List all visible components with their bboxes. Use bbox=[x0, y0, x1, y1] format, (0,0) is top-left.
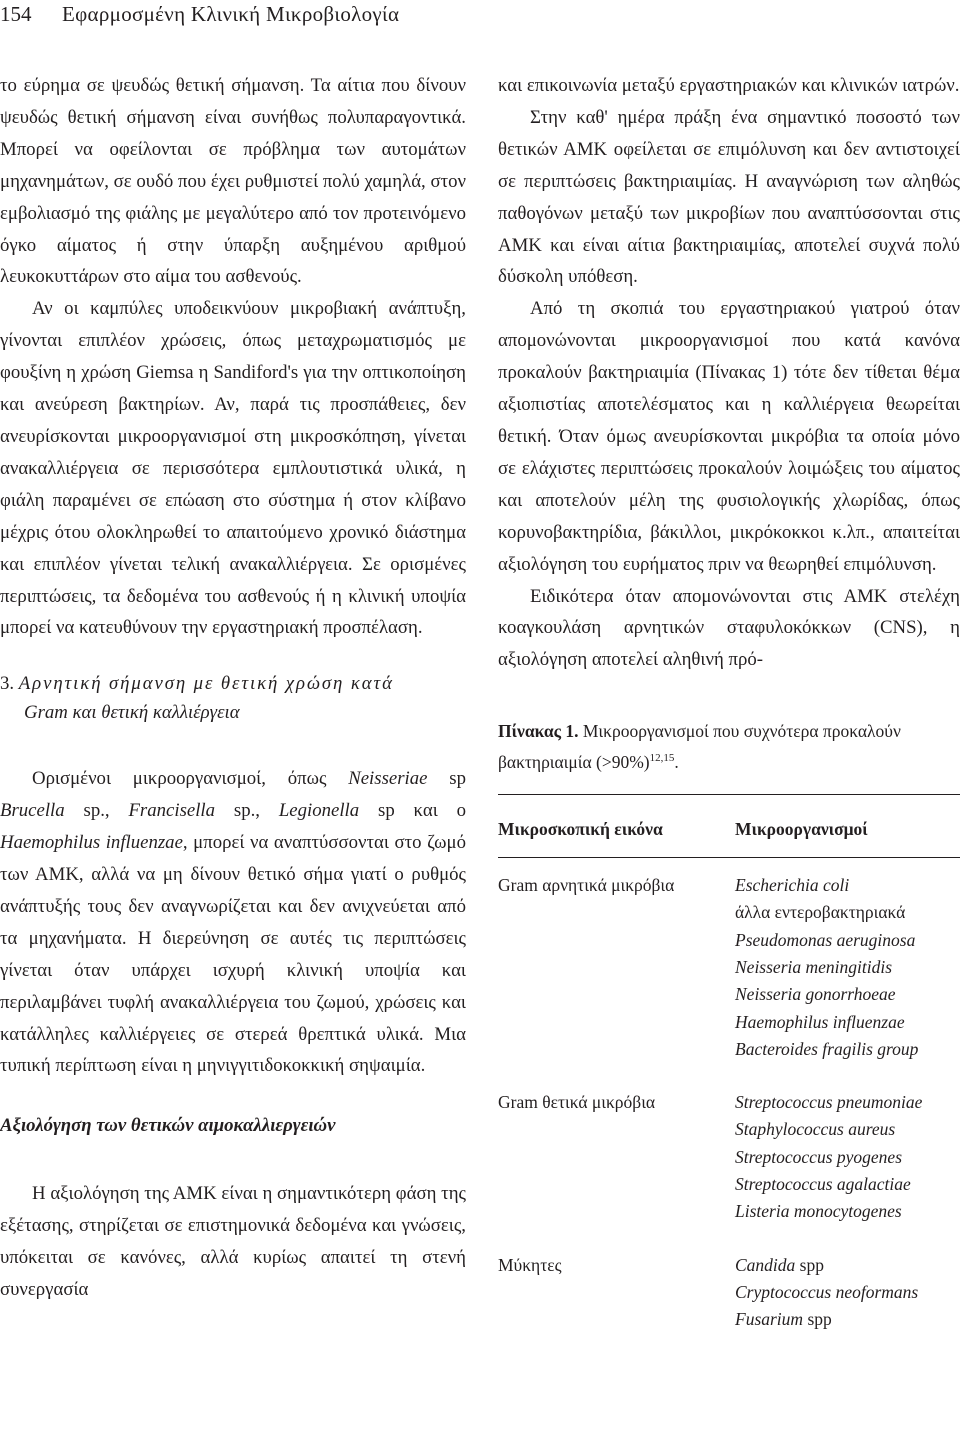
section-heading bbox=[0, 670, 466, 727]
paragraph: Ειδικότερα όταν απομονώνονται στις ΑΜΚ στελέχη κοαγκουλάση αρνητικών σταφυλοκόκκων (CNS), η αξιολόγηση αποτελεί αληθινή πρό- bbox=[498, 585, 960, 671]
column-header: Μικροσκοπική εικόνα bbox=[498, 818, 663, 839]
column-header: Μικροοργανισμοί bbox=[735, 818, 868, 839]
section-title-line1: Αρνητική σήμανση με θετική χρώση κατά bbox=[18, 673, 394, 695]
table-label: Πίνακας 1. bbox=[498, 721, 579, 742]
table-header-row bbox=[498, 795, 960, 849]
left-column bbox=[0, 70, 466, 1306]
paragraph: και επικοινωνία μεταξύ εργαστηριακών και κλινικών ιατρών. bbox=[498, 75, 960, 96]
paragraph: Η αξιολόγηση της ΑΜΚ είναι η σημαντικότερη φάση της εξέτασης, στηρίζεται σε επιστημονικά δεδομένα και γνώσεις, υπόκειται σε κανόνες, αλλά κυρίως απαιτεί τη στενή συνεργασία bbox=[0, 1183, 466, 1301]
organisms-cell: Candida spp Cryptococcus neoformans Fusarium spp bbox=[735, 1254, 919, 1330]
section-number: 3. bbox=[0, 673, 15, 695]
paragraph: Στην καθ' ημέρα πράξη ένα σημαντικό ποσοστό των θετικών ΑΜΚ οφείλεται σε επιμόλυνση και δεν αντιστοιχεί σε περιπτώσεις βακτηριαιμίας. Η αναγνώριση των αληθώς παθογόνων μεταξύ των μικροβίων που αναπτύσσονται στις ΑΜΚ και είναι αίτια βακτηριαιμίας, αποτελεί συχνά πολύ δύσκολη υπόθεση. bbox=[498, 106, 960, 288]
category-cell: Μύκητες bbox=[498, 1254, 562, 1275]
page-number: 154 bbox=[0, 2, 32, 26]
right-column bbox=[498, 70, 960, 1334]
paragraph: Αν οι καμπύλες υποδεικνύουν μικροβιακή ανάπτυξη, γίνονται επιπλέον χρώσεις, όπως μεταχρωματισμός με φουξίνη η χρώση Giemsa η Sandiford's για την οπτικοποίηση και ανεύρεση βακτηρίων. Αν, παρά τις προσπάθειες, δεν ανευρίσκονται μικροοργανισμοί στη μικροσκόπηση, γίνεται ανακαλλιέργεια σε περισσότερα εμπλουτιστικά υλικά, η φιάλη παραμένει σε επώαση στο σύστημα ή στον κλίβανο μέχρις ότου ολοκληρωθεί το απαιτούμενο χρονικό διάστημα και επιπλέον γίνεται τελική ανακαλλιέργεια. Σε ορισμένες περιπτώσεις, τα δεδομένα του ασθενούς ή η κλινική υποψία μπορεί να κατευθύνουν την εργαστηριακή προσπέλαση. bbox=[0, 298, 466, 639]
reference-superscript: 12,15 bbox=[649, 752, 675, 765]
paragraph: το εύρημα σε ψευδώς θετική σήμανση. Τα αίτια που δίνουν ψευδώς θετική σήμανση είναι συνήθως πολυπαραγοντικά. Μπορεί να οφείλονται σε πρόβλημα των αυτομάτων μηχανημάτων, σε ουδό που έχει ρυθμιστεί πολύ χαμηλά, στον εμβολιασμό της φιάλης με μεγαλύτερο από τον προτεινόμενο όγκο αίματος ή στην ύπαρξη αυξημένου αριθμού λευκοκυττάρων στο αίμα του ασθενούς. bbox=[0, 75, 467, 288]
organisms-cell: Streptococcus pneumoniae Staphylococcus aureus Streptococcus pyogenes Streptococcus agalactiae Listeria monocytogenes bbox=[735, 1092, 923, 1222]
paragraph: Ορισμένοι μικροοργανισμοί, όπως Neisseriae sp Brucella sp., Francisella sp., Legionella sp και ο Haemophilus influenzae, μπορεί να αναπτύσσονται στο ζωμό των ΑΜΚ, αλλά να μη δίνουν θετικό σήμα γιατί ο ρυθμός ανάπτυξής τους δεν αναγνωρίζεται και δεν ανιχνεύεται από τα μηχανήματα. Η διερεύνηση σε αυτές τις περιπτώσεις γίνεται όταν υπάρχει ισχυρή κλινική υποψία και περιλαμβάνει τυφλή ανακαλλιέργεια του ζωμού, χρώσεις και κατάλληλες καλλιέργειες σε στερεά θρεπτικά υλικά. Μια τυπική περίπτωση είναι η μηνιγγιτιδοκοκκική σηψαιμία. bbox=[0, 768, 467, 1077]
table-header-rule bbox=[498, 857, 960, 858]
organisms-cell: Escherichia coli άλλα εντεροβακτηριακά Pseudomonas aeruginosa Neisseria meningitidis Neisseria gonorrhoeae Haemophilus influenzae Bacteroides fragilis group bbox=[735, 875, 919, 1059]
category-cell: Gram αρνητικά μικρόβια bbox=[498, 875, 675, 896]
book-title: Εφαρμοσμένη Κλινική Μικροβιολογία bbox=[62, 2, 400, 26]
table-row bbox=[498, 1089, 960, 1225]
section-title-line2: Gram και θετική καλλιέργεια bbox=[24, 701, 240, 723]
table-row bbox=[498, 1252, 960, 1334]
category-cell: Gram θετικά μικρόβια bbox=[498, 1092, 656, 1113]
subheading: Αξιολόγηση των θετικών αιμοκαλλιεργειών bbox=[0, 1115, 336, 1137]
table-caption: Πίνακας 1. Μικροοργανισμοί που συχνότερα προκαλούν βακτηριαιμία (>90%)$^{12,15}$. bbox=[498, 721, 901, 773]
paragraph: Από τη σκοπιά του εργαστηριακού γιατρού όταν απομονώνονται μικροοργανισμοί που κατά κανόνα προκαλούν βακτηριαιμία (Πίνακας 1) τότε δεν τίθεται θέμα αξιοπιστίας αποτελέσματος και η καλλιέργεια θεωρείται θετική. Όταν όμως ανευρίσκονται μικρόβια τα οποία μόνο σε ελάχιστες περιπτώσεις προκαλούν λοιμώξεις του αίματος και αποτελούν μέλη της φυσιολογικής χλωρίδας, όπως κορυνοβακτηρίδια, βάκιλλοι, μικρόκοκκοι κ.λπ., απαιτείται αξιολόγηση του ευρήματος πριν να θεωρηθεί επιμόλυνση. bbox=[498, 298, 960, 575]
running-header bbox=[0, 0, 960, 28]
table-row bbox=[498, 872, 960, 1063]
microorganism-table bbox=[498, 795, 960, 1333]
